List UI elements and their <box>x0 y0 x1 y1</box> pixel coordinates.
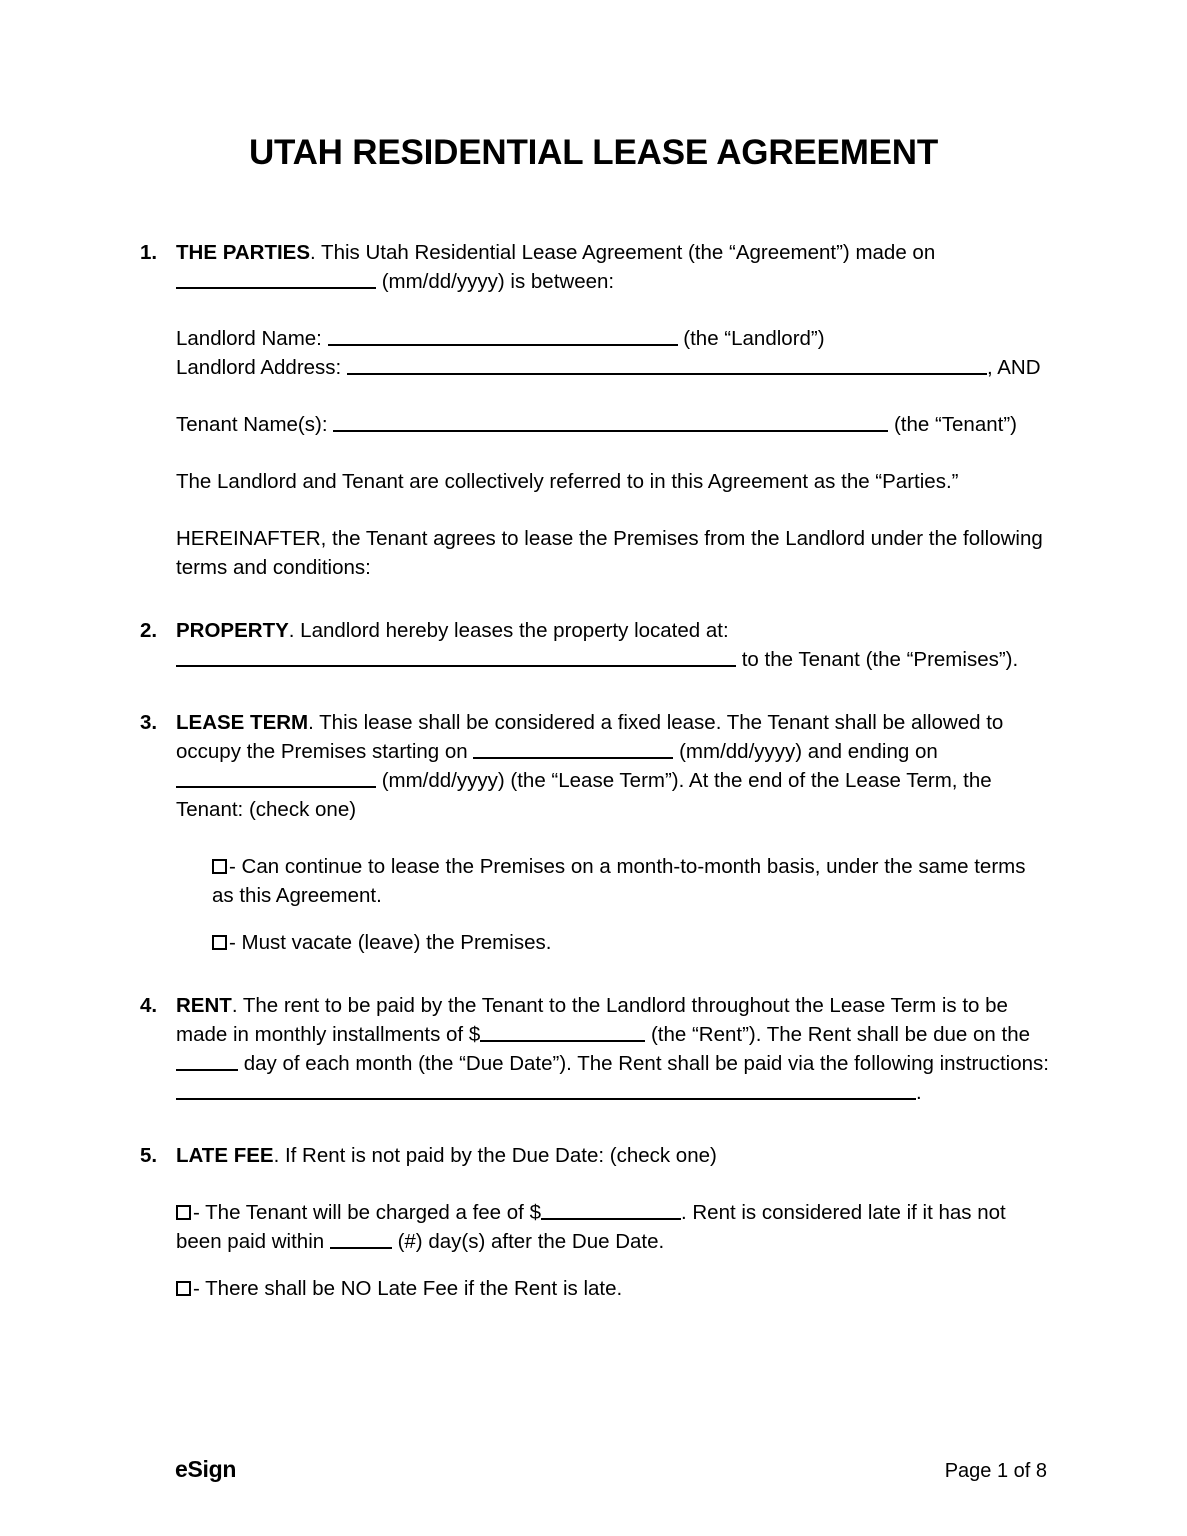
late-fee-grace-days-blank[interactable] <box>330 1228 392 1249</box>
rent-amount-blank[interactable] <box>480 1021 645 1042</box>
checkbox-icon[interactable] <box>176 1281 191 1296</box>
spacer <box>176 1256 1050 1274</box>
lease-term-option-1-label: - Can continue to lease the Premises on a month-to-month basis, under the same terms as this Agreement. <box>212 855 1026 907</box>
late-fee-option-1[interactable] <box>176 1198 1050 1256</box>
clause-4-heading: RENT <box>176 994 232 1017</box>
checkbox-icon[interactable] <box>212 935 227 950</box>
clause-2-heading: PROPERTY <box>176 619 289 642</box>
property-address-blank[interactable] <box>176 646 736 667</box>
spacer <box>140 674 1050 708</box>
spacer <box>176 910 1050 928</box>
clause-number-3: 3. <box>140 711 158 734</box>
late-fee-option-1-part-3: (#) day(s) after the Due Date. <box>397 1230 665 1253</box>
clause-5-heading: LATE FEE <box>176 1144 274 1167</box>
tenant-name-suffix: (the “Tenant”) <box>893 413 1017 436</box>
clause-the-parties <box>140 238 1050 582</box>
brand-logo: eSign <box>175 1456 237 1482</box>
clause-number-2: 2. <box>140 619 158 642</box>
clause-4-period: . <box>916 1081 922 1104</box>
landlord-name-label: Landlord Name: <box>176 327 322 350</box>
spacer <box>140 957 1050 991</box>
clause-2-text <box>176 616 1050 645</box>
lease-start-date-blank[interactable] <box>473 738 673 759</box>
clause-lease-term <box>140 708 1050 957</box>
agreement-date-blank[interactable] <box>176 268 376 289</box>
clause-4-text <box>176 991 1050 1107</box>
clause-2-intro: . Landlord hereby leases the property located at: <box>288 619 729 642</box>
clause-3-intro: . This lease shall be considered a fixed lease. The Tenant shall be allowed to occupy the Premises starting on <box>176 711 1004 763</box>
clause-1-text <box>176 238 1050 296</box>
tenant-name-row <box>176 410 1050 439</box>
landlord-address-row <box>176 353 1050 382</box>
landlord-address-label: Landlord Address: <box>176 356 342 379</box>
clause-5-intro: . If Rent is not paid by the Due Date: (check one) <box>273 1144 717 1167</box>
clause-3-heading: LEASE TERM <box>176 711 309 734</box>
late-fee-option-2[interactable] <box>176 1274 1050 1303</box>
spacer <box>176 496 1050 524</box>
spacer <box>176 824 1050 852</box>
clause-property <box>140 616 1050 674</box>
landlord-name-suffix: (the “Landlord”) <box>683 327 825 350</box>
landlord-address-blank[interactable] <box>347 354 987 375</box>
lease-end-format: (mm/dd/yyyy) (the “Lease Term”). At the end of the Lease Term, the Tenant: (check one) <box>176 769 992 821</box>
landlord-address-suffix: , AND <box>986 356 1041 379</box>
clause-5-text <box>176 1141 1050 1170</box>
checkbox-icon[interactable] <box>212 859 227 874</box>
clause-3-text <box>176 708 1050 824</box>
late-fee-option-1-part-2: . Rent is considered late if it has not been paid within <box>176 1201 1006 1253</box>
spacer <box>176 296 1050 324</box>
page-title: UTAH RESIDENTIAL LEASE AGREEMENT <box>248 133 939 172</box>
clause-late-fee <box>140 1141 1050 1303</box>
rent-instructions-blank[interactable] <box>176 1079 916 1100</box>
clause-rent <box>140 991 1050 1107</box>
spacer <box>176 382 1050 410</box>
clause-1-intro: . This Utah Residential Lease Agreement (the “Agreement”) made on <box>310 241 936 264</box>
lease-term-option-2-label: - Must vacate (leave) the Premises. <box>229 931 552 954</box>
property-address-suffix: to the Tenant (the “Premises”). <box>741 648 1019 671</box>
spacer <box>176 439 1050 467</box>
spacer <box>140 582 1050 616</box>
clause-1-heading: THE PARTIES <box>176 241 311 264</box>
hereinafter-text: HEREINAFTER, the Tenant agrees to lease the Premises from the Landlord under the following terms and conditions: <box>176 527 1043 579</box>
tenant-name-blank[interactable] <box>333 411 888 432</box>
lease-term-option-2[interactable] <box>176 928 1050 957</box>
lease-end-date-blank[interactable] <box>176 767 376 788</box>
spacer <box>140 1107 1050 1141</box>
clause-4-mid: (the “Rent”). The Rent shall be due on the <box>650 1023 1031 1046</box>
page-footer <box>175 1456 1047 1483</box>
clause-number-4: 4. <box>140 994 158 1017</box>
lease-term-option-1[interactable] <box>176 852 1050 910</box>
clause-4-intro: . The rent to be paid by the Tenant to the Landlord throughout the Lease Term is to be made in monthly installments of $ <box>176 994 1008 1046</box>
clause-1-date-format: (mm/dd/yyyy) is between: <box>381 270 615 293</box>
rent-due-day-blank[interactable] <box>176 1050 238 1071</box>
late-fee-option-1-part-1: - The Tenant will be charged a fee of $ <box>193 1201 541 1224</box>
clause-number-1: 1. <box>140 241 158 264</box>
lease-start-format: (mm/dd/yyyy) and ending on <box>679 740 938 763</box>
landlord-name-blank[interactable] <box>328 325 678 346</box>
clause-number-5: 5. <box>140 1144 158 1167</box>
page-number: Page 1 of 8 <box>944 1460 1047 1482</box>
tenant-name-label: Tenant Name(s): <box>176 413 328 436</box>
property-address-row <box>176 645 1050 674</box>
landlord-name-row <box>176 324 1050 353</box>
late-fee-option-2-label: - There shall be NO Late Fee if the Rent is late. <box>193 1277 623 1300</box>
checkbox-icon[interactable] <box>176 1205 191 1220</box>
clause-4-tail: day of each month (the “Due Date”). The Rent shall be paid via the following instructions: <box>243 1052 1049 1075</box>
late-fee-amount-blank[interactable] <box>541 1199 681 1220</box>
spacer <box>176 1170 1050 1198</box>
document-body <box>140 238 1050 1303</box>
parties-collective-text: The Landlord and Tenant are collectively referred to in this Agreement as the “Parties.” <box>176 470 959 493</box>
